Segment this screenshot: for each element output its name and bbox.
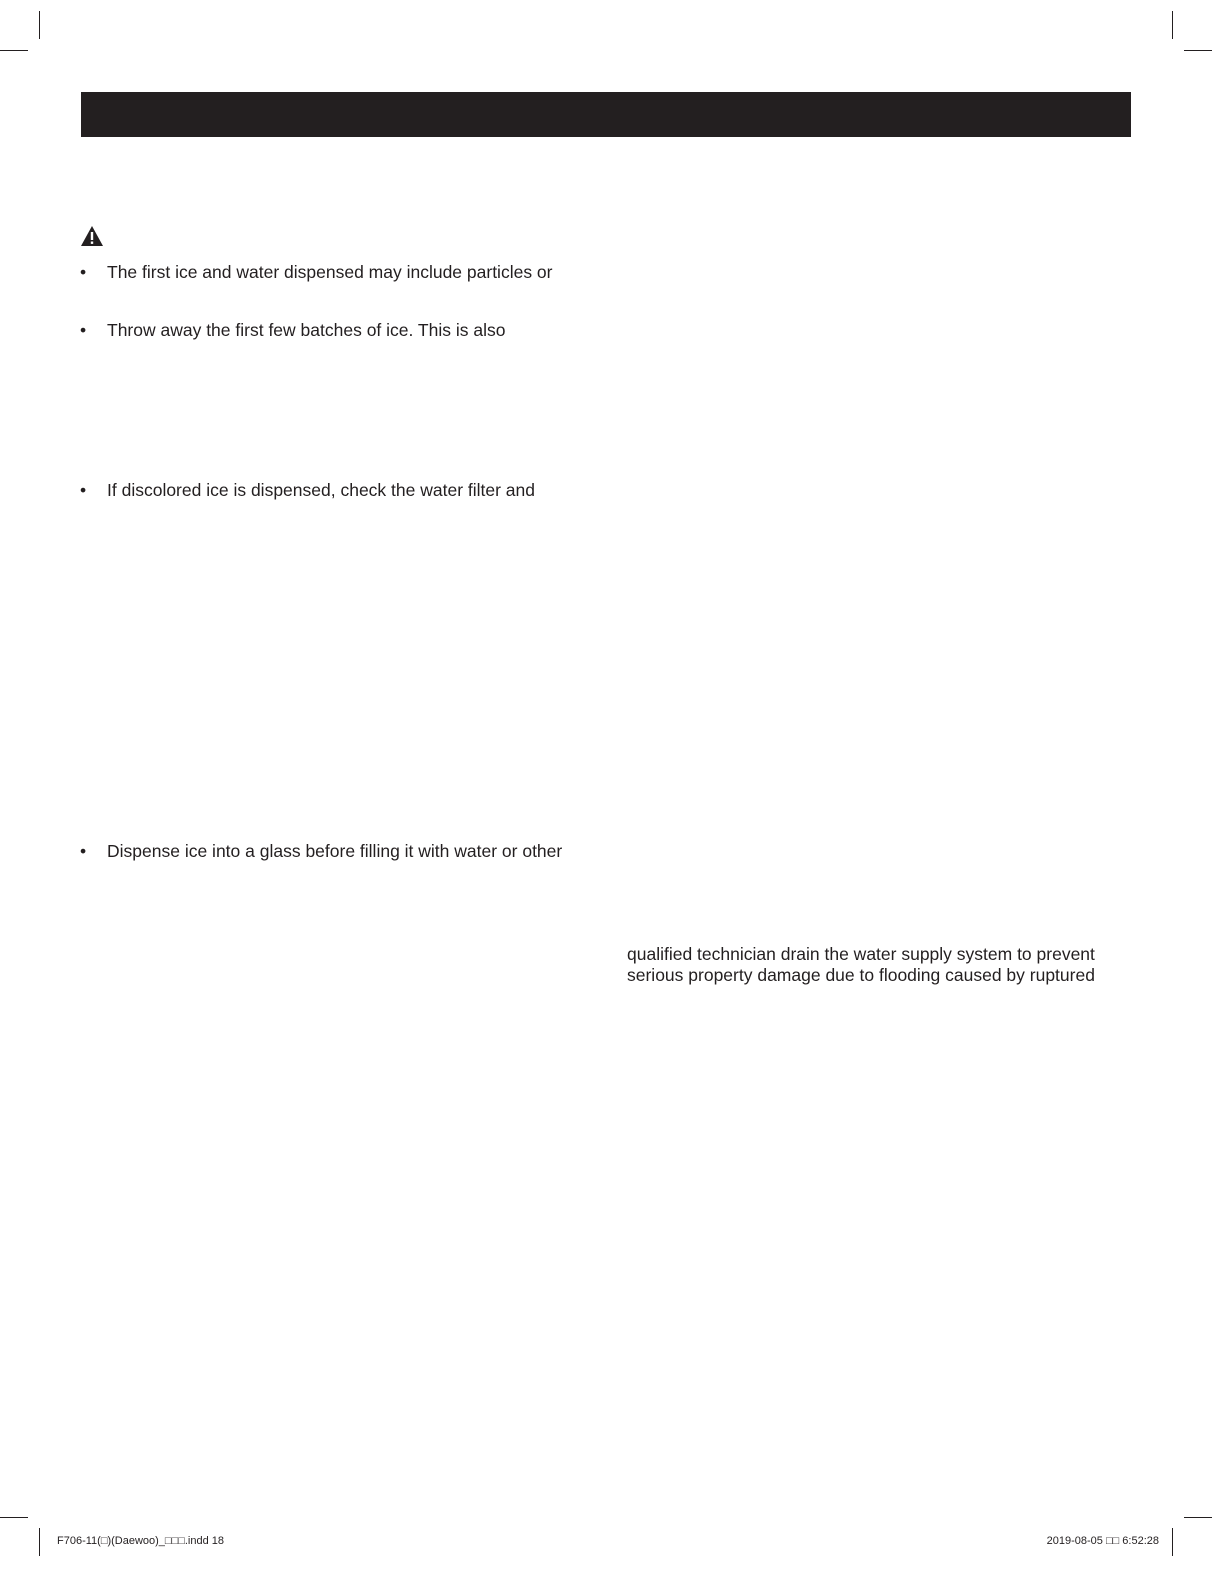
crop-mark-bottom-right-horizontal [1184,1517,1212,1518]
footer-file-name: F706-11(□)(Daewoo)_□□□.indd 18 [57,1535,225,1547]
crop-mark-top-right-vertical [1172,11,1173,39]
list-item [80,480,535,500]
bullet-dot: • [80,262,87,282]
list-item-text: If discolored ice is dispensed, check the water filter and [107,480,535,500]
right-column-line: qualified technician drain the water supply system to prevent [627,944,1095,964]
warning-triangle-icon [80,225,104,247]
crop-mark-bottom-right-vertical [1172,1528,1173,1556]
list-item-text: The first ice and water dispensed may include particles or [107,262,553,282]
list-item [80,262,553,282]
crop-mark-top-left-vertical [39,11,40,39]
list-item-text: Dispense ice into a glass before filling it with water or other [107,841,563,861]
section-header-bar [81,92,1131,137]
list-item [80,841,562,861]
list-item-text: Throw away the first few batches of ice. This is also [107,320,506,340]
list-item [80,320,505,340]
bullet-dot: • [80,320,87,340]
bullet-dot: • [80,480,87,500]
bullet-dot: • [80,841,87,861]
crop-mark-bottom-left-horizontal [0,1517,28,1518]
crop-mark-top-right-horizontal [1184,50,1212,51]
footer-timestamp: 2019-08-05 □□ 6:52:28 [1046,1535,1159,1547]
crop-mark-bottom-left-vertical [39,1528,40,1556]
crop-mark-top-left-horizontal [0,50,28,51]
right-column-line: serious property damage due to flooding caused by ruptured [627,965,1095,985]
